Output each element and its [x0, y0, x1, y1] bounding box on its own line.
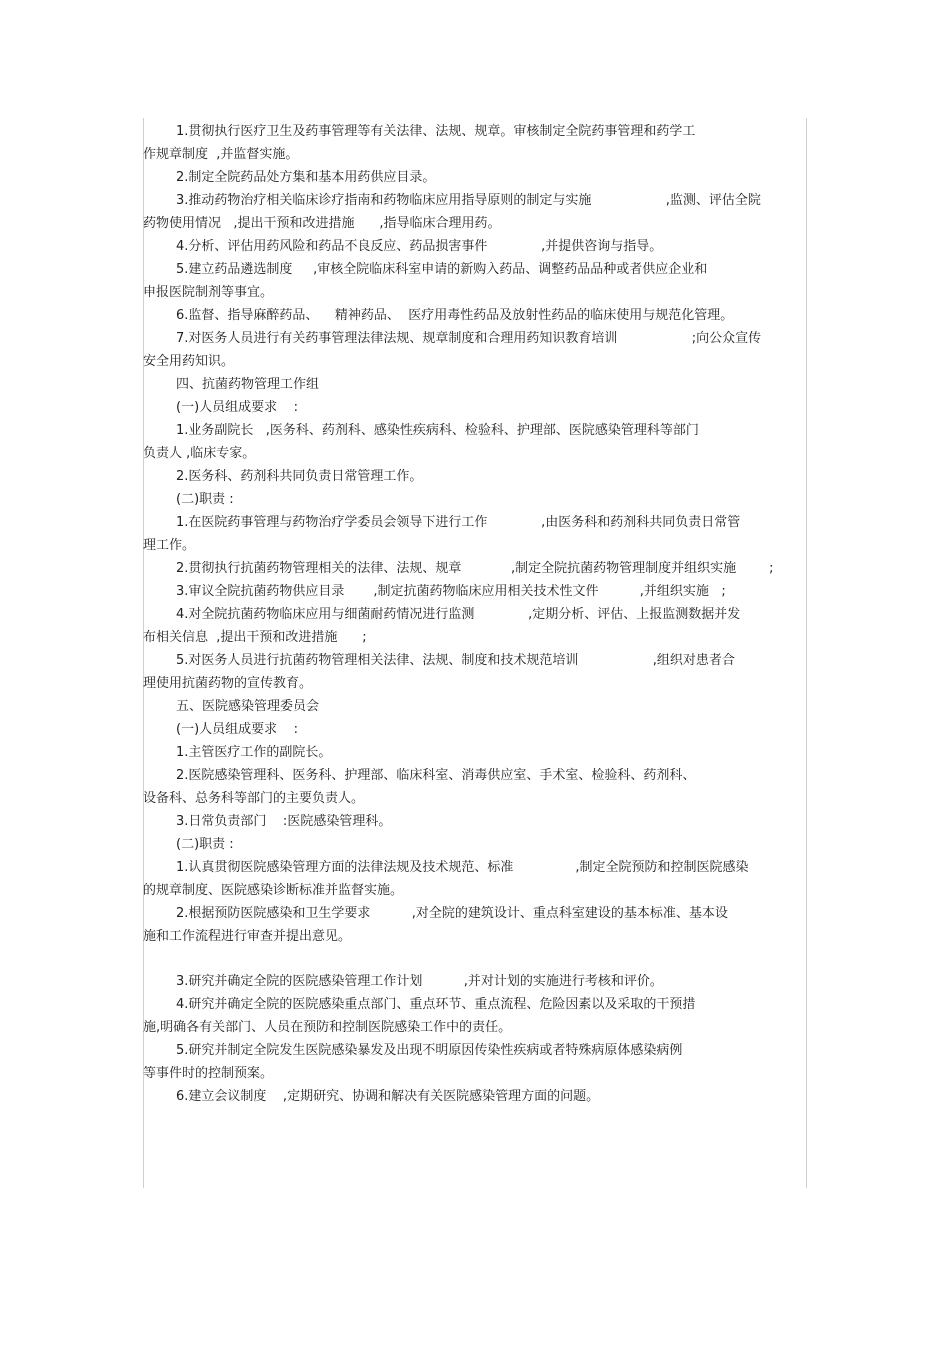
- text-line: 7.对医务人员进行有关药事管理法律法规、规章制度和合理用药知识教育培训 ;向公众宣传: [176, 331, 762, 346]
- text-line: (一)人员组成要求 :: [176, 400, 299, 415]
- text-line: 3.推动药物治疗相关临床诊疗指南和药物临床应用指导原则的制定与实施 ,监测、评估全院: [176, 193, 761, 208]
- text-line: 施和工作流程进行审查并提出意见。: [143, 929, 352, 944]
- text-line: 6.建立会议制度 ,定期研究、协调和解决有关医院感染管理方面的问题。: [176, 1089, 600, 1104]
- text-line: 五、医院感染管理委员会: [176, 699, 320, 714]
- text-line: 设备科、总务科等部门的主要负责人。: [143, 791, 365, 806]
- text-line: 5.研究并制定全院发生医院感染暴发及出现不明原因传染性疾病或者特殊病原体感染病例: [176, 1043, 683, 1058]
- text-line: 5.对医务人员进行抗菌药物管理相关法律、法规、制度和技术规范培训 ,组织对患者合: [176, 653, 735, 668]
- text-line: 理工作。: [143, 538, 196, 553]
- document-body: [143, 120, 809, 1108]
- text-line: 1.贯彻执行医疗卫生及药事管理等有关法律、法规、规章。审核制定全院药事管理和药学工: [176, 124, 696, 139]
- text-line: 作规章制度 ,并监督实施。: [143, 147, 299, 162]
- text-line: 4.分析、评估用药风险和药品不良反应、药品损害事件 ,并提供咨询与指导。: [176, 239, 663, 254]
- text-line: 2.贯彻执行抗菌药物管理相关的法律、法规、规章 ,制定全院抗菌药物管理制度并组织实施 ;: [176, 561, 774, 576]
- text-line: 2.医院感染管理科、医务科、护理部、临床科室、消毒供应室、手术室、检验科、药剂科、: [176, 768, 696, 783]
- text-line: 负责人 ,临床专家。: [143, 446, 256, 461]
- text-line: 3.研究并确定全院的医院感染管理工作计划 ,并对计划的实施进行考核和评价。: [176, 974, 663, 989]
- text-line: 2.医务科、药剂科共同负责日常管理工作。: [176, 469, 423, 484]
- text-line: 2.根据预防医院感染和卫生学要求 ,对全院的建筑设计、重点科室建设的基本标准、基本设: [176, 906, 728, 921]
- text-line: 1.业务副院长 ,医务科、药剂科、感染性疾病科、检验科、护理部、医院感染管理科等部门: [176, 423, 699, 438]
- text-line: 布相关信息 ,提出干预和改进措施 ;: [143, 630, 367, 645]
- section-gap: [143, 948, 809, 970]
- text-line: (二)职责 :: [176, 492, 234, 507]
- text-line: 药物使用情况 ,提出干预和改进措施 ,指导临床合理用药。: [143, 216, 501, 231]
- text-line: 施,明确各有关部门、人员在预防和控制医院感染工作中的责任。: [143, 1020, 512, 1035]
- text-line: 安全用药知识。: [143, 354, 235, 369]
- text-line: 2.制定全院药品处方集和基本用药供应目录。: [176, 170, 436, 185]
- text-line: 的规章制度、医院感染诊断标准并监督实施。: [143, 883, 404, 898]
- text-line: (一)人员组成要求 :: [176, 722, 299, 737]
- text-line: 4.研究并确定全院的医院感染重点部门、重点环节、重点流程、危险因素以及采取的干预措: [176, 997, 696, 1012]
- text-line: 四、抗菌药物管理工作组: [176, 377, 320, 392]
- text-line: 1.主管医疗工作的副院长。: [176, 745, 332, 760]
- text-line: 6.监督、指导麻醉药品、 精神药品、 医疗用毒性药品及放射性药品的临床使用与规范化管理。: [176, 308, 734, 323]
- text-line: 1.认真贯彻医院感染管理方面的法律法规及技术规范、标准 ,制定全院预防和控制医院感染: [176, 860, 749, 875]
- text-line: 3.日常负责部门 :医院感染管理科。: [176, 814, 392, 829]
- text-line: 申报医院制剂等事宜。: [143, 285, 274, 300]
- text-line: 1.在医院药事管理与药物治疗学委员会领导下进行工作 ,由医务科和药剂科共同负责日常管: [176, 515, 741, 530]
- text-line: 5.建立药品遴选制度 ,审核全院临床科室申请的新购入药品、调整药品品种或者供应企业和: [176, 262, 708, 277]
- text-line: 等事件时的控制预案。: [143, 1066, 274, 1081]
- text-line: 理使用抗菌药物的宣传教育。: [143, 676, 313, 691]
- text-line: (二)职责 :: [176, 837, 234, 852]
- text-line: 3.审议全院抗菌药物供应目录 ,制定抗菌药物临床应用相关技术性文件 ,并组织实施 ;: [176, 584, 726, 599]
- text-line: 4.对全院抗菌药物临床应用与细菌耐药情况进行监测 ,定期分析、评估、上报监测数据并发: [176, 607, 741, 622]
